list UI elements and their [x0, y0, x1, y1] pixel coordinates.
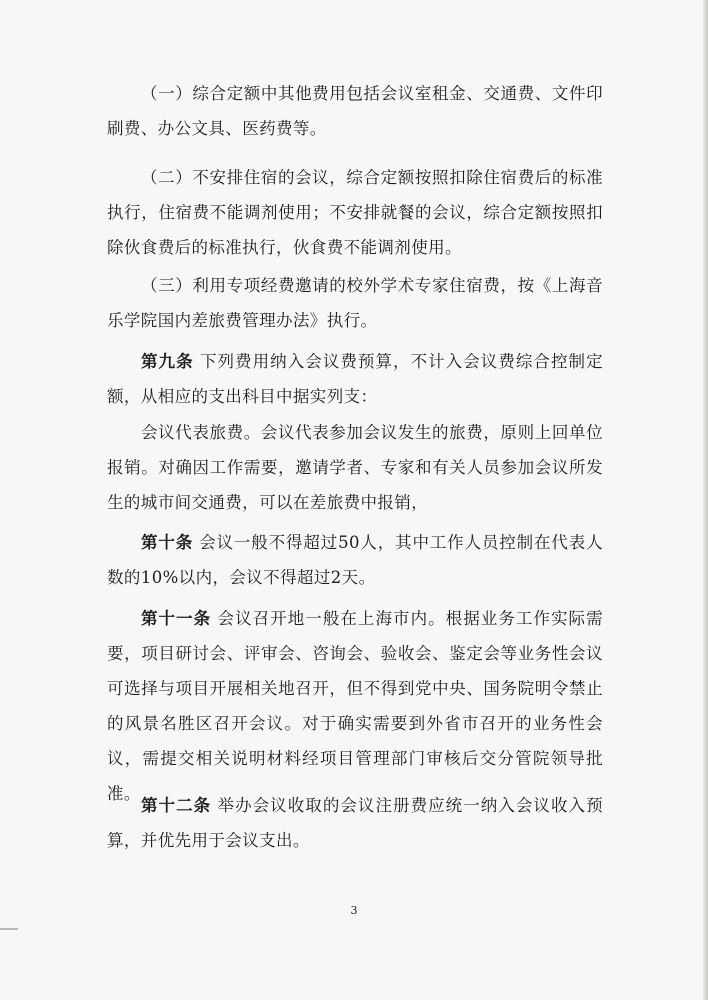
paragraph-3: [107, 268, 603, 338]
article-heading: 第十一条: [141, 609, 212, 628]
article-heading: 第九条: [141, 352, 194, 371]
article-heading: 第十二条: [141, 796, 212, 815]
paragraph-1: [107, 76, 603, 146]
paragraph-text: （二）不安排住宿的会议，综合定额按照扣除住宿费后的标准执行，住宿费不能调剂使用；不安排就餐的会议，综合定额按照扣除伙食费后的标准执行，伙食费不能调剂使用。: [107, 168, 603, 257]
paragraph-2: [107, 160, 603, 265]
paragraph-text: （一）综合定额中其他费用包括会议室租金、交通费、文件印刷费、办公文具、医药费等。: [107, 84, 603, 138]
scan-mark: [0, 928, 18, 930]
page-number: 3: [350, 904, 358, 917]
paragraph-text: 会议代表旅费。会议代表参加会议发生的旅费，原则上回单位报销。对确因工作需要，邀请学者、专家和有关人员参加会议所发生的城市间交通费，可以在差旅费中报销，: [107, 423, 603, 512]
article-11: [107, 601, 603, 811]
article-9: [107, 344, 603, 414]
paragraph-text: 下列费用纳入会议费预算，不计入会议费综合控制定额，从相应的支出科目中据实列支：: [107, 352, 603, 406]
paragraph-5: [107, 415, 603, 520]
paragraph-text: 会议召开地一般在上海市内。根据业务工作实际需要，项目研讨会、评审会、咨询会、验收会、鉴定会等业务性会议可选择与项目开展相关地召开，但不得到党中央、国务院明令禁止的风景名胜区召开会议。对于确实需要到外省市召开的业务性会议，需提交相关说明材料经项目管理部门审核后交分管院领导批准。: [107, 609, 603, 803]
article-heading: 第十条: [141, 533, 194, 552]
article-12: [107, 788, 603, 858]
paragraph-text: 举办会议收取的会议注册费应统一纳入会议收入预算，并优先用于会议支出。: [107, 796, 603, 850]
page-edge-shadow: [703, 0, 708, 1000]
article-10: [107, 525, 603, 595]
paragraph-text: （三）利用专项经费邀请的校外学术专家住宿费，按《上海音乐学院国内差旅费管理办法》执行。: [107, 276, 603, 330]
paragraph-text: 会议一般不得超过50人，其中工作人员控制在代表人数的10%以内，会议不得超过2天。: [107, 533, 603, 587]
